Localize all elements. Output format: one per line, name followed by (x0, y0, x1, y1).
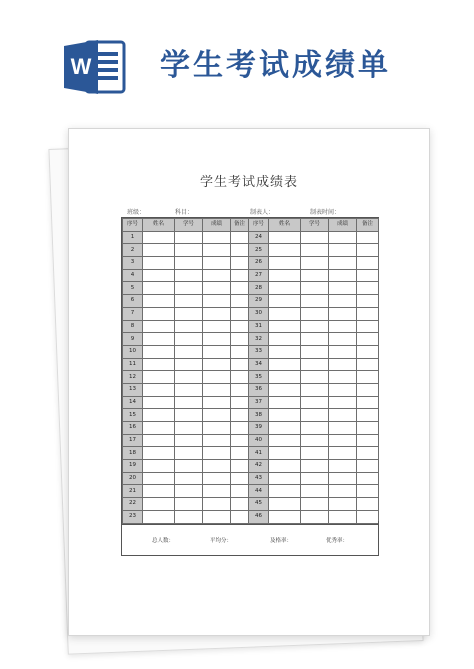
table-cell (143, 485, 175, 498)
column-header: 序号 (249, 219, 269, 232)
table-row (123, 269, 379, 282)
table-cell (357, 320, 379, 333)
table-cell (143, 460, 175, 473)
table-cell (175, 434, 203, 447)
table-cell (269, 409, 301, 422)
table-cell (329, 498, 357, 511)
table-cell (143, 257, 175, 270)
table-cell (301, 498, 329, 511)
table-cell (357, 422, 379, 435)
table-cell (357, 447, 379, 460)
table-cell (269, 447, 301, 460)
table-cell (329, 307, 357, 320)
table-cell (231, 371, 249, 384)
table-cell (143, 307, 175, 320)
table-cell (143, 282, 175, 295)
table-cell (231, 409, 249, 422)
table-cell (357, 472, 379, 485)
table-cell (357, 345, 379, 358)
table-cell (301, 396, 329, 409)
table-cell (357, 231, 379, 244)
table-row (123, 358, 379, 371)
table-cell (269, 231, 301, 244)
table-cell (143, 383, 175, 396)
row-number-cell: 23 (123, 510, 143, 523)
table-cell (329, 244, 357, 257)
table-cell (203, 422, 231, 435)
word-icon (64, 38, 126, 96)
table-cell (329, 396, 357, 409)
row-number-cell: 24 (249, 231, 269, 244)
table-row (123, 295, 379, 308)
table-cell (329, 485, 357, 498)
table-cell (301, 269, 329, 282)
table-cell (231, 244, 249, 257)
table-cell (203, 434, 231, 447)
table-cell (231, 333, 249, 346)
row-number-cell: 42 (249, 460, 269, 473)
table-row (123, 409, 379, 422)
table-cell (231, 396, 249, 409)
table-row (123, 231, 379, 244)
table-cell (357, 282, 379, 295)
table-cell (357, 485, 379, 498)
table-cell (329, 358, 357, 371)
table-cell (269, 295, 301, 308)
table-cell (269, 307, 301, 320)
table-cell (203, 472, 231, 485)
average-score-label: 平均分： (210, 538, 233, 544)
table-cell (357, 498, 379, 511)
table-cell (301, 244, 329, 257)
row-number-cell: 9 (123, 333, 143, 346)
table-cell (269, 345, 301, 358)
table-cell (329, 371, 357, 384)
column-header: 学号 (301, 219, 329, 232)
table-cell (175, 244, 203, 257)
table-cell (269, 333, 301, 346)
row-number-cell: 5 (123, 282, 143, 295)
table-cell (143, 295, 175, 308)
table-cell (269, 371, 301, 384)
table-cell (231, 345, 249, 358)
document-preview (52, 128, 434, 648)
table-cell (329, 231, 357, 244)
row-number-cell: 37 (249, 396, 269, 409)
row-number-cell: 18 (123, 447, 143, 460)
table-row (123, 383, 379, 396)
table-cell (269, 269, 301, 282)
table-cell (175, 282, 203, 295)
svg-text:W: W (70, 54, 92, 79)
row-number-cell: 8 (123, 320, 143, 333)
table-cell (143, 422, 175, 435)
table-cell (203, 269, 231, 282)
row-number-cell: 31 (249, 320, 269, 333)
table-cell (301, 333, 329, 346)
table-cell (329, 257, 357, 270)
table-cell (231, 498, 249, 511)
table-cell (301, 409, 329, 422)
table-row (123, 396, 379, 409)
column-header: 姓名 (269, 219, 301, 232)
table-cell (175, 358, 203, 371)
document-page (68, 128, 430, 636)
row-number-cell: 22 (123, 498, 143, 511)
table-cell (175, 498, 203, 511)
column-header: 成绩 (203, 219, 231, 232)
table-cell (301, 295, 329, 308)
table-cell (301, 231, 329, 244)
table-cell (329, 472, 357, 485)
row-number-cell: 40 (249, 434, 269, 447)
column-header: 序号 (123, 219, 143, 232)
row-number-cell: 32 (249, 333, 269, 346)
table-cell (203, 460, 231, 473)
table-cell (203, 358, 231, 371)
table-cell (301, 307, 329, 320)
table-cell (269, 396, 301, 409)
table-cell (357, 333, 379, 346)
table-cell (329, 460, 357, 473)
row-number-cell: 33 (249, 345, 269, 358)
row-number-cell: 36 (249, 383, 269, 396)
table-row (123, 244, 379, 257)
row-number-cell: 6 (123, 295, 143, 308)
table-cell (301, 383, 329, 396)
table-cell (231, 358, 249, 371)
table-cell (175, 422, 203, 435)
table-cell (203, 231, 231, 244)
row-number-cell: 25 (249, 244, 269, 257)
table-cell (231, 447, 249, 460)
table-cell (329, 447, 357, 460)
row-number-cell: 30 (249, 307, 269, 320)
row-number-cell: 29 (249, 295, 269, 308)
table-cell (357, 358, 379, 371)
table-cell (357, 409, 379, 422)
table-row (123, 498, 379, 511)
table-cell (175, 396, 203, 409)
table-cell (231, 231, 249, 244)
table-cell (301, 447, 329, 460)
table-cell (231, 269, 249, 282)
table-cell (143, 472, 175, 485)
excellent-rate-label: 优秀率： (326, 538, 349, 544)
table-cell (301, 358, 329, 371)
table-cell (357, 371, 379, 384)
table-cell (231, 472, 249, 485)
summary-row (121, 521, 379, 556)
maker-label: 制表人： (250, 209, 275, 216)
table-cell (143, 333, 175, 346)
table-cell (269, 434, 301, 447)
table-cell (231, 485, 249, 498)
row-number-cell: 45 (249, 498, 269, 511)
table-cell (143, 498, 175, 511)
row-number-cell: 12 (123, 371, 143, 384)
table-cell (329, 345, 357, 358)
table-cell (175, 307, 203, 320)
document-title: 学生考试成绩表 (199, 175, 298, 190)
table-cell (175, 257, 203, 270)
table-cell (203, 345, 231, 358)
table-cell (301, 460, 329, 473)
table-row (123, 307, 379, 320)
table-cell (203, 498, 231, 511)
table-cell (175, 371, 203, 384)
row-number-cell: 4 (123, 269, 143, 282)
table-cell (231, 383, 249, 396)
table-cell (329, 383, 357, 396)
table-cell (203, 320, 231, 333)
table-cell (143, 434, 175, 447)
table-cell (329, 434, 357, 447)
row-number-cell: 15 (123, 409, 143, 422)
table-cell (269, 320, 301, 333)
table-cell (203, 371, 231, 384)
table-cell (357, 460, 379, 473)
table-row (123, 422, 379, 435)
table-cell (269, 383, 301, 396)
table-cell (357, 396, 379, 409)
table-cell (143, 358, 175, 371)
table-cell (329, 333, 357, 346)
row-number-cell: 46 (249, 510, 269, 523)
table-cell (231, 307, 249, 320)
table-cell (269, 358, 301, 371)
row-number-cell: 16 (123, 422, 143, 435)
header-banner (0, 0, 474, 100)
column-header: 学号 (175, 219, 203, 232)
table-row (123, 345, 379, 358)
table-row (123, 320, 379, 333)
table-cell (231, 434, 249, 447)
row-number-cell: 19 (123, 460, 143, 473)
pass-rate-label: 及格率： (270, 538, 293, 544)
table-cell (143, 396, 175, 409)
row-number-cell: 10 (123, 345, 143, 358)
table-cell (143, 231, 175, 244)
table-cell (143, 269, 175, 282)
table-cell (301, 320, 329, 333)
table-cell (175, 333, 203, 346)
table-cell (301, 472, 329, 485)
table-cell (269, 282, 301, 295)
table-cell (357, 307, 379, 320)
table-cell (143, 320, 175, 333)
table-cell (203, 447, 231, 460)
table-cell (269, 257, 301, 270)
row-number-cell: 3 (123, 257, 143, 270)
table-cell (143, 244, 175, 257)
table-cell (203, 295, 231, 308)
table-cell (301, 422, 329, 435)
row-number-cell: 35 (249, 371, 269, 384)
table-cell (231, 282, 249, 295)
table-cell (269, 472, 301, 485)
row-number-cell: 13 (123, 383, 143, 396)
table-cell (357, 244, 379, 257)
table-cell (203, 333, 231, 346)
table-cell (143, 409, 175, 422)
table-cell (175, 231, 203, 244)
row-number-cell: 44 (249, 485, 269, 498)
score-table (122, 218, 379, 524)
table-cell (269, 460, 301, 473)
table-body (123, 231, 379, 523)
table-cell (203, 307, 231, 320)
table-cell (175, 295, 203, 308)
row-number-cell: 26 (249, 257, 269, 270)
table-cell (203, 282, 231, 295)
table-row (123, 333, 379, 346)
table-cell (231, 295, 249, 308)
score-table-frame (121, 217, 379, 525)
row-number-cell: 38 (249, 409, 269, 422)
table-cell (143, 447, 175, 460)
row-number-cell: 1 (123, 231, 143, 244)
row-number-cell: 27 (249, 269, 269, 282)
table-cell (175, 383, 203, 396)
total-count-label: 总人数： (152, 538, 175, 544)
table-cell (143, 371, 175, 384)
row-number-cell: 17 (123, 434, 143, 447)
table-row (123, 472, 379, 485)
class-label: 班级： (127, 209, 146, 216)
table-cell (143, 345, 175, 358)
table-cell (357, 257, 379, 270)
table-cell (357, 295, 379, 308)
table-cell (301, 434, 329, 447)
row-number-cell: 21 (123, 485, 143, 498)
table-cell (357, 434, 379, 447)
row-number-cell: 28 (249, 282, 269, 295)
table-cell (329, 295, 357, 308)
column-header: 备注 (231, 219, 249, 232)
row-number-cell: 7 (123, 307, 143, 320)
row-number-cell: 11 (123, 358, 143, 371)
table-cell (203, 409, 231, 422)
table-row (123, 485, 379, 498)
column-header: 姓名 (143, 219, 175, 232)
table-cell (301, 345, 329, 358)
table-cell (357, 383, 379, 396)
table-cell (203, 396, 231, 409)
table-cell (175, 269, 203, 282)
table-cell (329, 282, 357, 295)
table-cell (231, 320, 249, 333)
table-cell (231, 422, 249, 435)
table-cell (231, 257, 249, 270)
subject-label: 科目： (175, 209, 194, 216)
table-cell (269, 244, 301, 257)
table-cell (269, 498, 301, 511)
row-number-cell: 43 (249, 472, 269, 485)
table-cell (175, 460, 203, 473)
table-cell (269, 485, 301, 498)
table-cell (329, 320, 357, 333)
table-cell (231, 460, 249, 473)
table-cell (175, 409, 203, 422)
table-cell (203, 257, 231, 270)
column-header: 成绩 (329, 219, 357, 232)
banner-title: 学生考试成绩单 (160, 48, 391, 83)
table-cell (301, 371, 329, 384)
table-cell (175, 320, 203, 333)
column-header: 备注 (357, 219, 379, 232)
table-cell (203, 383, 231, 396)
row-number-cell: 14 (123, 396, 143, 409)
table-cell (357, 269, 379, 282)
row-number-cell: 41 (249, 447, 269, 460)
table-cell (269, 422, 301, 435)
table-cell (175, 447, 203, 460)
table-cell (301, 257, 329, 270)
table-cell (203, 485, 231, 498)
row-number-cell: 34 (249, 358, 269, 371)
table-cell (175, 485, 203, 498)
row-number-cell: 20 (123, 472, 143, 485)
table-row (123, 257, 379, 270)
table-row (123, 447, 379, 460)
table-cell (329, 422, 357, 435)
table-cell (329, 409, 357, 422)
table-cell (329, 269, 357, 282)
row-number-cell: 2 (123, 244, 143, 257)
table-header-row (123, 219, 379, 232)
table-cell (175, 472, 203, 485)
table-row (123, 460, 379, 473)
table-cell (301, 485, 329, 498)
table-row (123, 434, 379, 447)
table-row (123, 371, 379, 384)
table-cell (203, 244, 231, 257)
table-cell (301, 282, 329, 295)
table-row (123, 282, 379, 295)
date-label: 制表时间： (310, 209, 341, 216)
table-cell (175, 345, 203, 358)
row-number-cell: 39 (249, 422, 269, 435)
